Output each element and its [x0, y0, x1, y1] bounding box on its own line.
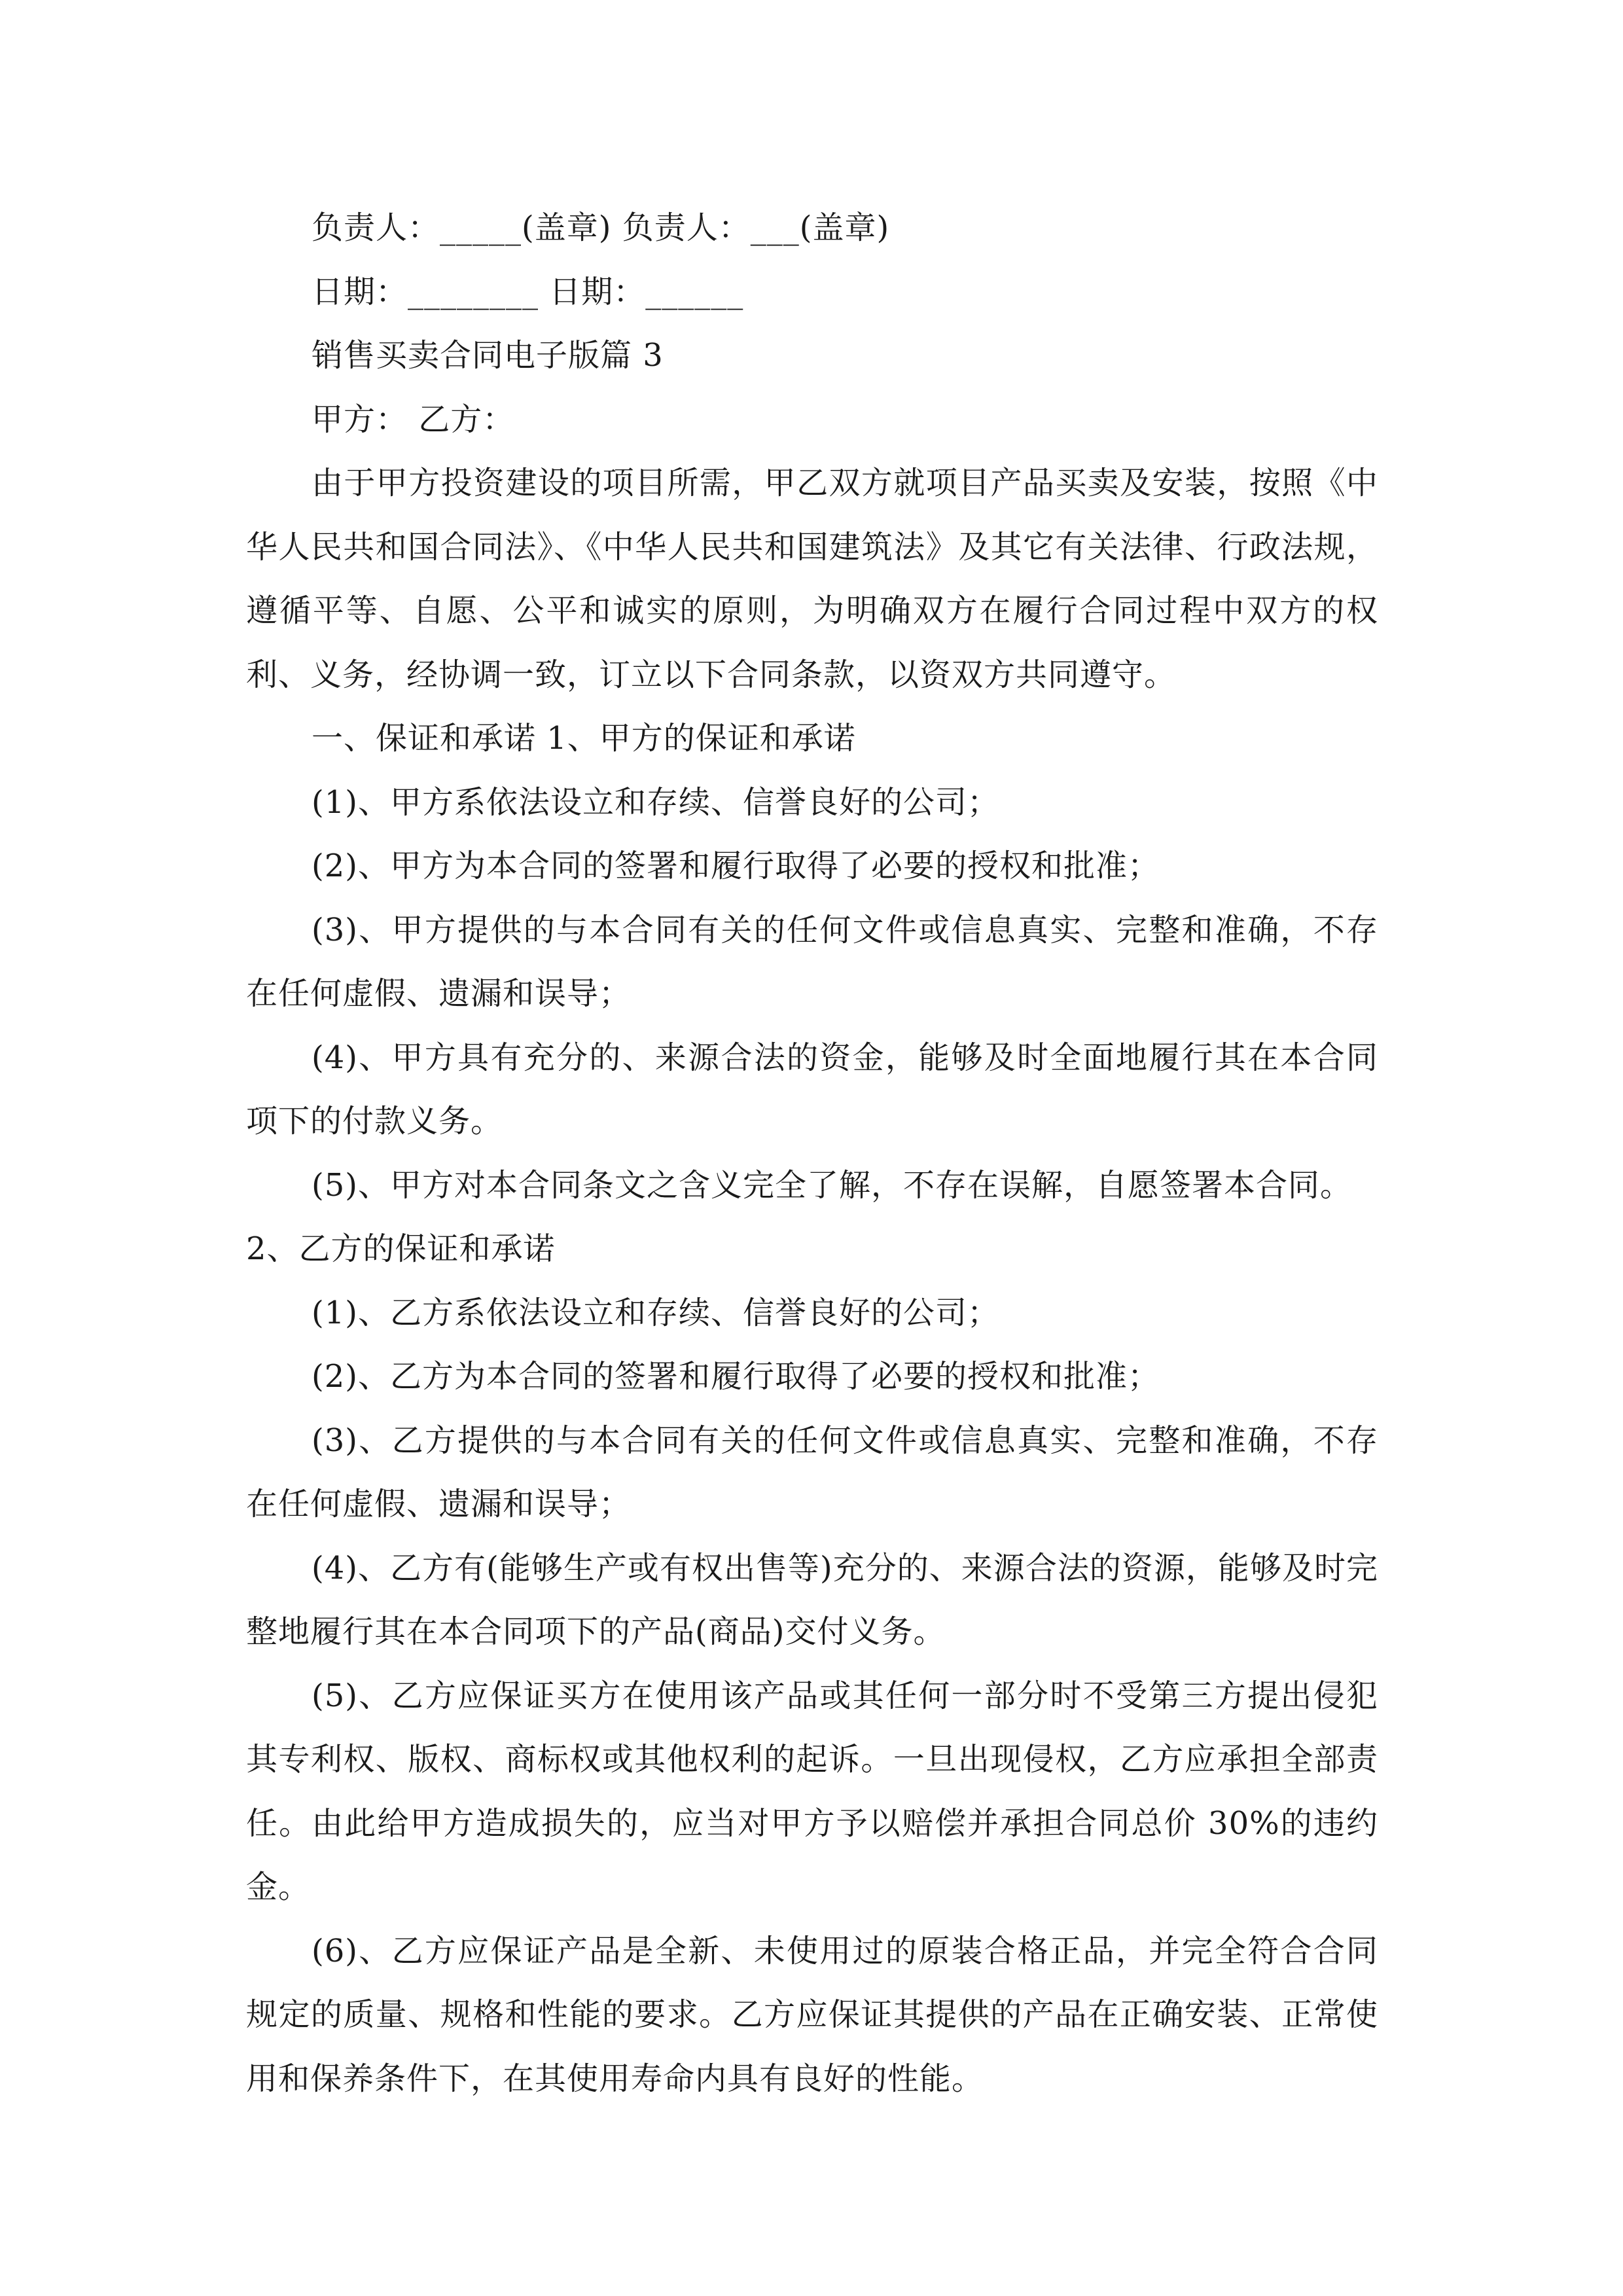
party-a-item-5: (5)、甲方对本合同条文之含义完全了解，不存在误解，自愿签署本合同。	[312, 1166, 1352, 1204]
document-body	[246, 196, 1378, 2111]
party-a-item-2: (2)、甲方为本合同的签署和履行取得了必要的授权和批准；	[312, 848, 1160, 884]
signature-line: 负责人：_____(盖章) 负责人：___(盖章)	[312, 209, 890, 246]
party-b-heading: 2、乙方的保证和承诺	[246, 1230, 556, 1267]
party-b-item-5: (5)、乙方应保证买方在使用该产品或其任何一部分时不受第三方提出侵犯其专利权、版权、商标权或其他权利的起诉。一旦出现侵权，乙方应承担全部责任。由此给甲方造成损失的，应当对甲方予以赔偿并承担合同总价 30%的违约金。	[246, 1677, 1378, 1905]
party-a-item-1: (1)、甲方系依法设立和存续、信誉良好的公司；	[312, 783, 999, 821]
party-b-item-3: (3)、乙方提供的与本合同有关的任何文件或信息真实、完整和准确，不存在任何虚假、遗漏和误导；	[246, 1422, 1378, 1522]
date-line: 日期：________ 日期：______	[312, 273, 744, 310]
warranty-heading: 一、保证和承诺 1、甲方的保证和承诺	[312, 720, 856, 757]
parties-line: 甲方： 乙方：	[312, 401, 515, 438]
party-b-item-2: (2)、乙方为本合同的签署和履行取得了必要的授权和批准；	[312, 1358, 1160, 1395]
section-title: 销售买卖合同电子版篇 3	[312, 337, 664, 374]
party-a-item-4: (4)、甲方具有充分的、来源合法的资金，能够及时全面地履行其在本合同项下的付款义务。	[246, 1039, 1378, 1139]
party-b-item-6: (6)、乙方应保证产品是全新、未使用过的原装合格正品，并完全符合合同规定的质量、规格和性能的要求。乙方应保证其提供的产品在正确安装、正常使用和保养条件下，在其使用寿命内具有良好的性能。	[246, 1932, 1378, 2097]
preamble-paragraph: 由于甲方投资建设的项目所需，甲乙双方就项目产品买卖及安装，按照《中华人民共和国合同法》、《中华人民共和国建筑法》及其它有关法律、行政法规，遵循平等、自愿、公平和诚实的原则，为明确双方在履行合同过程中双方的权利、义务，经协调一致，订立以下合同条款，以资双方共同遵守。	[246, 465, 1378, 693]
party-b-item-4: (4)、乙方有(能够生产或有权出售等)充分的、来源合法的资源，能够及时完整地履行其在本合同项下的产品(商品)交付义务。	[246, 1549, 1378, 1650]
party-a-item-3: (3)、甲方提供的与本合同有关的任何文件或信息真实、完整和准确，不存在任何虚假、遗漏和误导；	[246, 911, 1378, 1012]
party-b-item-1: (1)、乙方系依法设立和存续、信誉良好的公司；	[312, 1294, 999, 1331]
